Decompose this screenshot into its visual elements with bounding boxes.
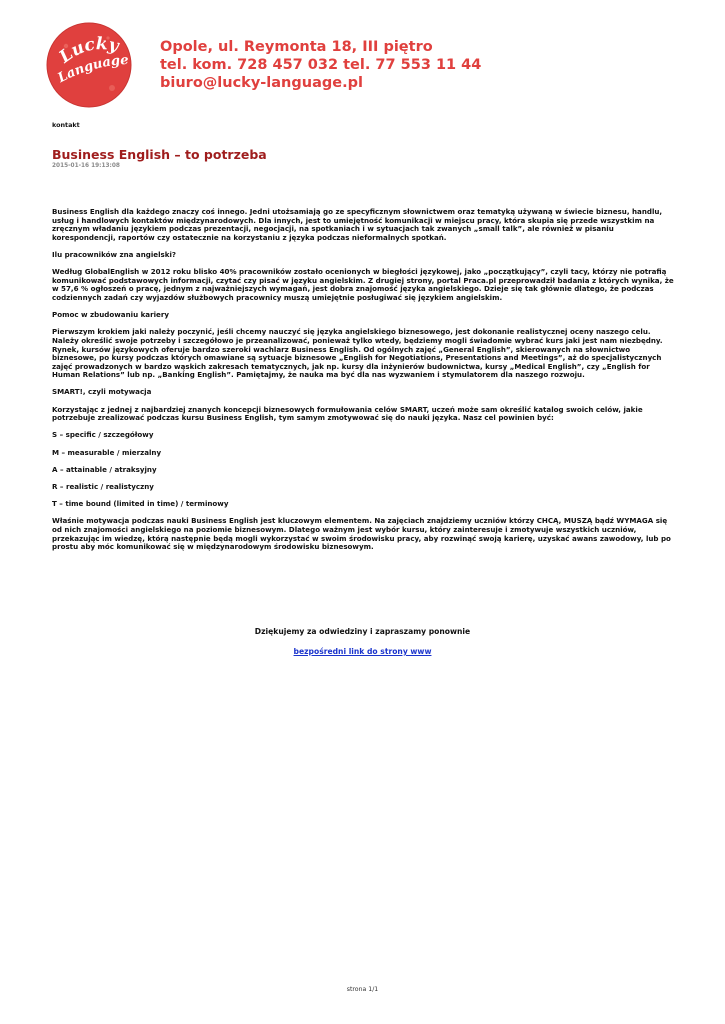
article-paragraph: Właśnie motywacja podczas nauki Business English jest kluczowym elementem. Na zajęciach znajdziemy uczniów którzy CHCĄ, MUSZĄ bądź WYMAGA się od nich znajomości angielskiego na poziomie biznesowym. Dlatego ważnym jest wybór kursu, który zainteresuje i zmotywuje wszystkich uczniów, przekazując im wiedzę, którą następnie będą mogli wykorzystać w swoim środowisku pracy, aby rozwinąć swoją karierę, uzyskać awans zawodowy, lub po prostu aby móc komunikować się w międzynarodowym środowisku biznesowym. (52, 516, 671, 552)
article-paragraph: Pierwszym krokiem jaki należy poczynić, jeśli chcemy nauczyć się języka angielskiego biznesowego, jest dokonanie realistycznej oceny naszego celu. Należy określić swoje potrzeby i szczegółowo je przeanalizować, ponieważ tylko wtedy, będziemy mogli świadomie wybrać kurs jaki jest nam niezbędny. Rynek, kursów językowych oferuje bardzo szeroki wachlarz Business English. Od ogólnych zajęć „General English”, skierowanych na słownictwo biznesowe, po kursy podczas których omawiane są sytuacje biznesowe „English for Negotiations, Presentations and Meetings”, aż do specjalistycznych zajęć prowadzonych w bardzo wąskich zakresach tematycznych, jak np. kursy dla inżynierów budownictwa, kursy „Medical English”, czy „English for Human Relations” lub np. „Banking English”. Pamiętajmy, że nauka ma być dla nas wyzwaniem i stymulatorem dla naszego rozwoju. (52, 327, 663, 380)
phone-line: tel. kom. 728 457 032 tel. 77 553 11 44 (160, 57, 482, 73)
section-heading: Pomoc w zbudowaniu kariery (52, 310, 169, 320)
article-body (52, 208, 676, 560)
email-line: biuro@lucky-language.pl (160, 75, 363, 91)
direct-link[interactable]: bezpośredni link do strony www (293, 647, 432, 656)
thanks-message: Dziękujemy za odwiedziny i zapraszamy ponownie (254, 627, 471, 636)
lucky-language-logo (46, 22, 132, 108)
article-date: 2015-01-16 19:13:08 (52, 163, 120, 169)
section-heading: SMART!, czyli motywacja (52, 387, 152, 397)
contact-header (160, 38, 481, 92)
logo-text-line2: Language (55, 52, 130, 87)
smart-item: M – measurable / mierzalny (52, 447, 162, 457)
direct-link-container (0, 647, 725, 656)
article-paragraph: Według GlobalEnglish w 2012 roku blisko 40% pracowników zostało ocenionych w biegłości językowej, jako „początkujący”, czyli tacy, którzy nie potrafią komunikować podstawowych informacji, czytać czy pisać w języku angielskim. Z drugiej strony, portal Praca.pl przeprowadził badania z których wynika, że w 57,6 % ogłoszeń o pracę, jednym z najważniejszych wymagań, jest dobra znajomość języka angielskiego. Dzieje się tak głównie dlatego, że podczas codziennych zadań czy wyjazdów służbowych pracownicy muszą umiejętnie posługiwać się językiem angielskim. (52, 267, 674, 302)
article-paragraph: Korzystając z jednej z najbardziej znanych koncepcji biznesowych formułowania celów SMART, uczeń może sam określić katalog swoich celów, jakie potrzebuje zrealizować podczas kursu Business English, tym samym zmotywować się do nauki języka. Nasz cel powinien być: (52, 404, 643, 423)
article-title: Business English – to potrzeba (52, 147, 267, 162)
nav-contact-label: kontakt (52, 121, 80, 129)
smart-item: T – time bound (limited in time) / terminowy (52, 499, 229, 509)
address-line: Opole, ul. Reymonta 18, III piętro (160, 39, 433, 55)
smart-item: A – attainable / atraksyjny (52, 464, 157, 474)
smart-item: R – realistic / realistyczny (52, 482, 154, 491)
smart-item: S – specific / szczegółowy (52, 430, 154, 440)
logo-text-line1: Lucky (55, 34, 121, 68)
article-paragraph: Business English dla każdego znaczy coś innego. Jedni utożsamiają go ze specyficznym słownictwem oraz tematyką używaną w świecie biznesu, handlu, usług i handlowych kontaktów międzynarodowych. Dla innych, jest to umiejętność komunikacji w miejscu pracy, która skupia się przede wszystkim na zręcznym władaniu językiem podczas prezentacji, negocjacji, na spotkaniach i w sytuacjach tak zwanych „small talk”, ale również w pisaniu korespondencji, raportów czy ostatecznie na korzystaniu z języka podczas nieformalnych spotkań. (52, 207, 663, 242)
section-heading: Ilu pracowników zna angielski? (52, 249, 177, 259)
page-number: strona 1/1 (346, 986, 379, 993)
